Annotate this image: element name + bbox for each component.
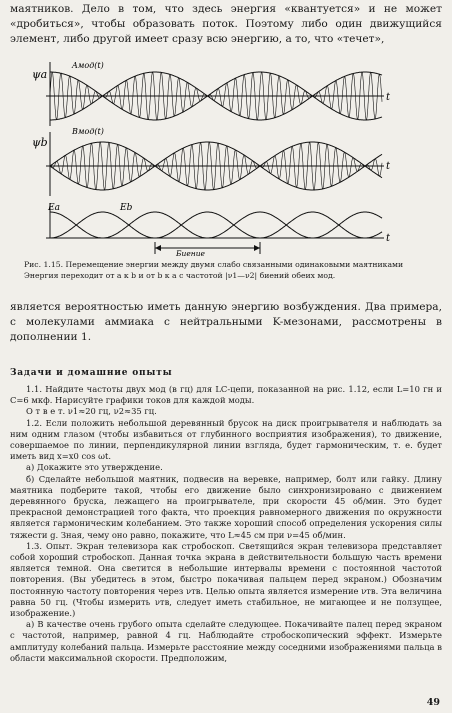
psi-b-envelope-lower [50, 166, 382, 190]
problem-1-3: 1.3. Опыт. Экран телевизора как стробоскоп. Светящийся экран телевизора представляет собой хороший стробоскоп. Данная точка экрана в действительности большую часть времени является темной. Она светится в небольшие интервалы времени с постоянной частотой повторения. (Вы убедитесь в этом, быстро покачивая пальцем перед экраном.) Обозначим постоянную частоту повторения через νтв. Целью опыта является измерение νтв. Эта величина равна 50 гц. (Чтобы измерить νтв, следует иметь стабильное, не мигающее и не ползущее, изображение.) [10, 540, 442, 619]
amod-b-label: Bмод(t) [72, 127, 104, 136]
psi-a-envelope-upper [50, 72, 382, 96]
problem-1-2: 1.2. Если положить небольшой деревянный брусок на диск проигрывателя и наблюдать за ним одним глазом (чтобы избавиться от глубинного восприятия изображения), то движение, совершаемое по линии, перпендикулярной линии взгляда, будет гармоническим, т. е. будет иметь вид x=x0 cos ωt. [10, 417, 442, 462]
problems-list [10, 384, 442, 664]
energy-a-curve [50, 212, 382, 238]
problem-1-2-a: а) Докажите это утверждение. [26, 462, 163, 473]
energy-plot [46, 204, 384, 254]
psi-b-plot [46, 132, 384, 196]
section-heading: Задачи и домашние опыты [10, 368, 173, 378]
psi-a-label: ψa [32, 68, 48, 81]
beat-arrowhead-left [155, 245, 161, 251]
figure-1-15 [10, 56, 446, 258]
t-axis-e: t [386, 233, 391, 244]
page-number: 49 [426, 697, 440, 708]
ea-label: Ea [48, 203, 60, 213]
beat-label: Биение [176, 249, 205, 258]
psi-b-label: ψb [32, 136, 48, 149]
answer-1-1: О т в е т. ν1≈20 гц, ν2≈35 гц. [26, 406, 157, 417]
energy-b-curve [50, 212, 382, 238]
problem-1-1: 1.1. Найдите частоты двух мод (в гц) для LC-цепи, показанной на рис. 1.12, если L=10 гн и C=6 мкф. Нарисуйте графики токов для каждой моды. [10, 384, 442, 406]
t-axis-a: t [386, 92, 391, 103]
beat-arrowhead-right [254, 245, 260, 251]
amod-a-label: Aмод(t) [72, 61, 104, 70]
psi-a-plot [46, 62, 384, 126]
paragraph-after: является вероятностью иметь данную энергию возбуждения. Два примера, с молекулами аммиака с нейтральными K-мезонами, рассмотрены в дополнении 1. [10, 301, 442, 344]
eb-label: Eb [120, 203, 133, 213]
problem-1-2-b: б) Сделайте небольшой маятник, подвесив на веревке, например, болт или гайку. Длину маятника подберите такой, чтобы его движение было синхронизировано с движением деревянного бруска, лежащего на проигрывателе, при скорости 45 об/мин. Это будет прекрасной демонстрацией того факта, что проекция равномерного движения по окружности является гармоническим колебанием. Это также хороший способ определения ускорения силы тяжести g. Зная, чему оно равно, покажите, что L≈45 см при ν=45 об/мин. [10, 473, 442, 540]
figure-caption: Рис. 1.15. Перемещение энергии между двумя слабо связанными одинаковыми маятниками Энергия переходит от a к b и от b к a с частотой |ν1—ν2| биений обеих мод. [24, 260, 404, 280]
problem-1-3-a: а) В качестве очень грубого опыта сделайте следующее. Покачивайте палец перед экраном с частотой, например, равной 4 гц. Наблюдайте стробоскопический эффект. Измерьте амплитуду колебаний пальца. Измерьте расстояние между соседними изображениями пальца в области максимальной скорости. Предположим, [10, 619, 442, 663]
intro-paragraph: маятников. Дело в том, что здесь энергия «квантуется» и не может «дробиться», чтобы образовать поток. Поэтому либо один движущийся элемент, либо другой имеет сразу всю энергию, а то, что «течет», [10, 3, 442, 46]
t-axis-b: t [386, 161, 391, 172]
